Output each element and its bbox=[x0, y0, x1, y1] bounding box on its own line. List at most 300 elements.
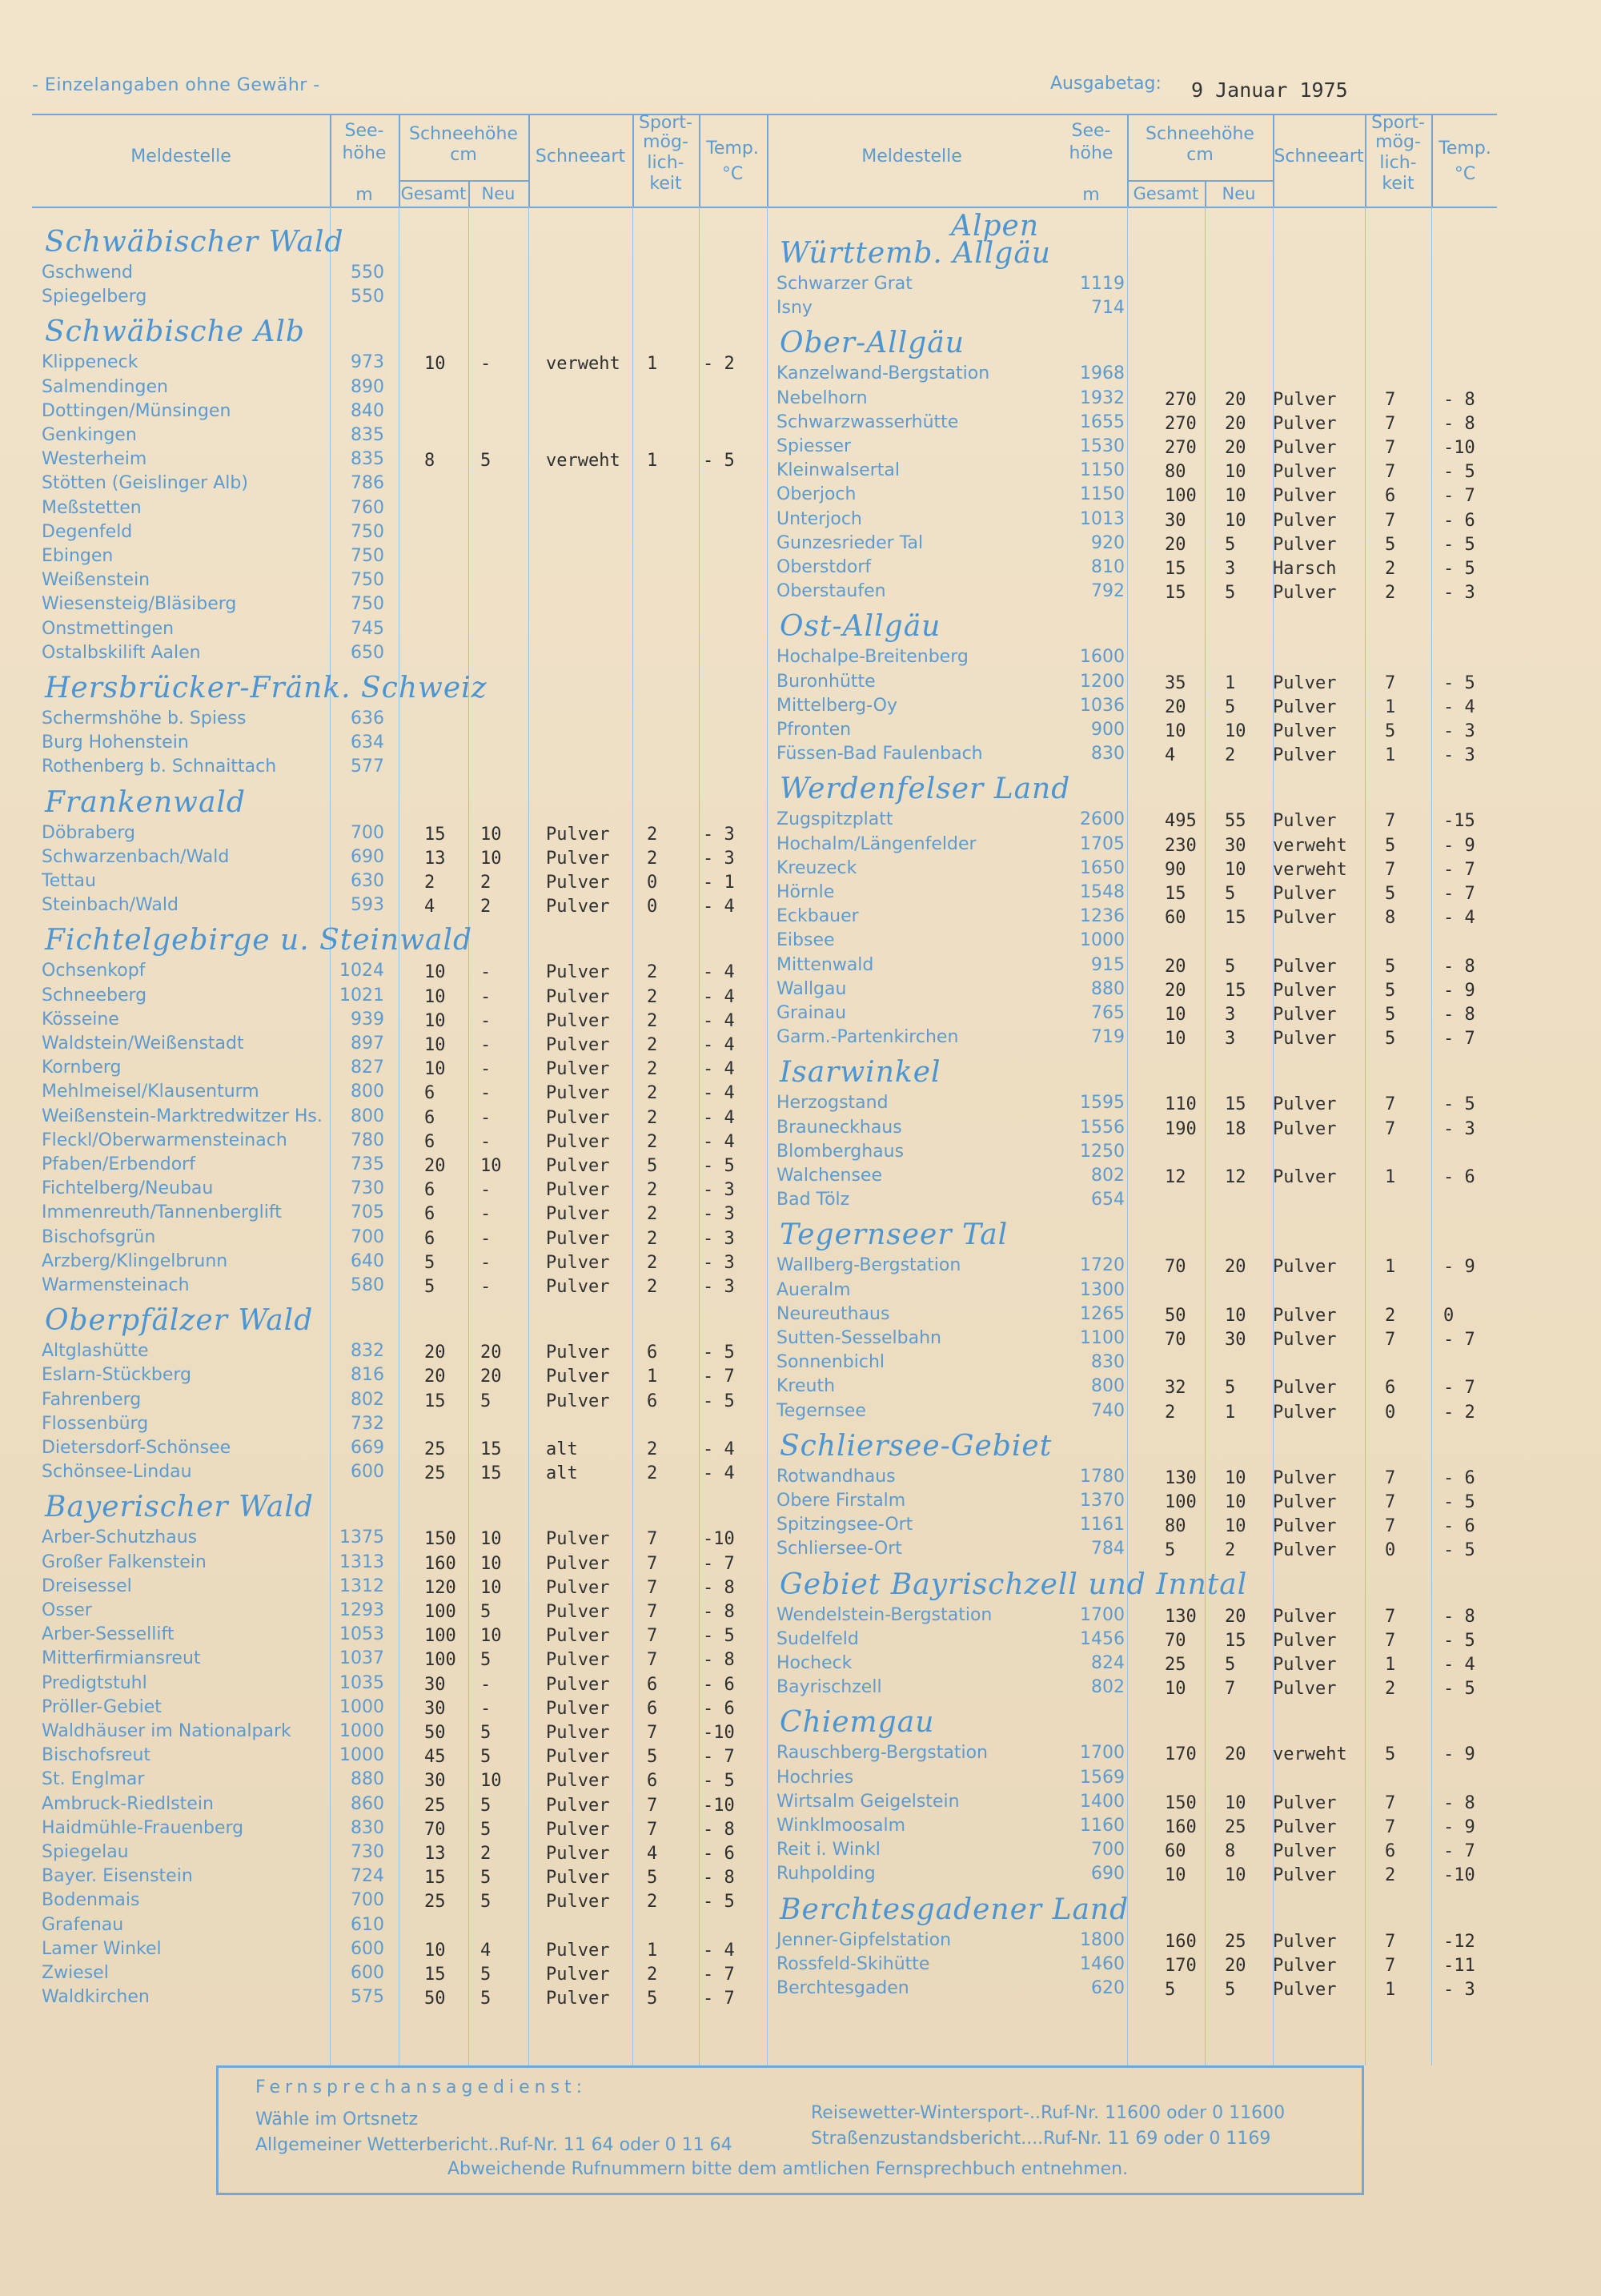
snow-type: Pulver bbox=[546, 1131, 610, 1152]
station-altitude: 750 bbox=[351, 546, 384, 566]
right-station-row bbox=[0, 1467, 1601, 1491]
station-altitude: 900 bbox=[1091, 720, 1125, 740]
station-altitude: 654 bbox=[1091, 1190, 1125, 1210]
right-station-row bbox=[0, 298, 1601, 322]
snow-total: 25 bbox=[424, 1463, 446, 1484]
snow-total: 10 bbox=[1165, 1029, 1186, 1050]
snow-total: 10 bbox=[1165, 721, 1186, 741]
snow-total: 150 bbox=[1165, 1792, 1197, 1813]
snow-new: 5 bbox=[1225, 956, 1236, 977]
station-altitude: 636 bbox=[351, 708, 384, 729]
sport-rating: 2 bbox=[647, 1277, 658, 1297]
snow-type: Pulver bbox=[1273, 438, 1337, 458]
station-name: Bad Tölz bbox=[776, 1190, 850, 1210]
snow-total: 15 bbox=[1165, 559, 1186, 579]
station-name: Haidmühle-Frauenberg bbox=[42, 1817, 244, 1838]
station-name: Hocheck bbox=[776, 1653, 853, 1673]
sport-rating: 7 bbox=[1385, 811, 1396, 832]
temperature: - 4 bbox=[703, 1131, 735, 1152]
sport-rating: 5 bbox=[1385, 884, 1396, 904]
snow-type: Pulver bbox=[546, 1343, 610, 1363]
sport-rating: 2 bbox=[647, 1463, 658, 1484]
station-altitude: 1000 bbox=[1080, 930, 1125, 951]
snow-new: 5 bbox=[1225, 884, 1236, 904]
snow-type: Pulver bbox=[1273, 1167, 1337, 1187]
header-temp: Temp. bbox=[1438, 138, 1491, 159]
sport-rating: 7 bbox=[1385, 1792, 1396, 1813]
sport-rating: 5 bbox=[647, 1156, 658, 1176]
snow-new: 10 bbox=[1225, 1467, 1246, 1488]
snow-type: Pulver bbox=[1273, 1841, 1337, 1862]
temperature: - 9 bbox=[1443, 1257, 1475, 1278]
station-altitude: 1160 bbox=[1080, 1816, 1125, 1836]
sport-rating: 1 bbox=[647, 354, 658, 375]
snow-total: 20 bbox=[424, 1367, 446, 1387]
station-name: Döbraberg bbox=[42, 822, 136, 843]
snow-type: Pulver bbox=[546, 1844, 610, 1864]
snow-total: 160 bbox=[1165, 1817, 1197, 1837]
station-altitude: 800 bbox=[1091, 1376, 1125, 1397]
station-name: Rotwandhaus bbox=[776, 1466, 896, 1487]
station-altitude: 816 bbox=[351, 1365, 384, 1386]
sport-rating: 6 bbox=[1385, 1841, 1396, 1862]
temperature: - 8 bbox=[703, 1650, 735, 1671]
temperature: - 8 bbox=[1443, 389, 1475, 410]
snow-new: - bbox=[480, 354, 492, 375]
sport-rating: 6 bbox=[647, 1771, 658, 1792]
temperature: - 3 bbox=[1443, 1980, 1475, 2000]
disclaimer-note: - Einzelangaben ohne Gewähr - bbox=[32, 75, 320, 95]
station-altitude: 880 bbox=[351, 1769, 384, 1790]
snow-new: 10 bbox=[1225, 510, 1246, 531]
snow-total: 70 bbox=[1165, 1257, 1186, 1278]
station-altitude: 1053 bbox=[339, 1624, 384, 1645]
snow-new: 5 bbox=[480, 1795, 492, 1816]
snow-total: 190 bbox=[1165, 1118, 1197, 1139]
station-altitude: 730 bbox=[351, 1842, 384, 1862]
snow-new: 8 bbox=[1225, 1841, 1236, 1862]
station-name: Spiegelberg bbox=[42, 287, 147, 307]
snow-type: Pulver bbox=[1273, 1540, 1337, 1561]
snow-total: 10 bbox=[424, 1940, 446, 1961]
snow-new: 5 bbox=[1225, 696, 1236, 717]
snow-new: - bbox=[480, 1180, 492, 1201]
snow-new: 10 bbox=[480, 1529, 502, 1550]
snow-type: Pulver bbox=[1273, 1005, 1337, 1025]
temperature: - 8 bbox=[703, 1868, 735, 1889]
snow-total: 15 bbox=[1165, 583, 1186, 604]
right-station-row bbox=[0, 1142, 1601, 1166]
snow-total: 100 bbox=[1165, 1492, 1197, 1512]
snow-new: 5 bbox=[1225, 1980, 1236, 2000]
snow-new: 10 bbox=[480, 1577, 502, 1598]
snow-total: 5 bbox=[1165, 1540, 1176, 1561]
right-station-row bbox=[0, 1166, 1601, 1190]
snow-new: - bbox=[480, 1204, 492, 1225]
snow-new: 15 bbox=[1225, 908, 1246, 929]
right-station-row bbox=[0, 1401, 1601, 1425]
snow-type: Pulver bbox=[1273, 1305, 1337, 1326]
snow-type: Pulver bbox=[546, 1892, 610, 1913]
snow-new: 5 bbox=[1225, 583, 1236, 604]
station-altitude: 800 bbox=[351, 1082, 384, 1102]
snow-new: - bbox=[480, 1035, 492, 1055]
station-name: Hochalpe-Breitenberg bbox=[776, 647, 969, 668]
snow-type: Pulver bbox=[1273, 1378, 1337, 1399]
snow-new: 2 bbox=[1225, 745, 1236, 766]
sport-rating: 7 bbox=[647, 1626, 658, 1647]
snow-new: - bbox=[480, 1107, 492, 1128]
temperature: - 8 bbox=[703, 1819, 735, 1840]
right-station-row bbox=[0, 1539, 1601, 1563]
station-name: Fahrenberg bbox=[42, 1389, 142, 1410]
sport-rating: 7 bbox=[647, 1795, 658, 1816]
right-section-title: Württemb. Allgäu bbox=[780, 237, 1051, 270]
right-station-row bbox=[0, 858, 1601, 882]
sport-rating: 7 bbox=[647, 1819, 658, 1840]
right-station-row bbox=[0, 834, 1601, 858]
right-station-row bbox=[0, 1515, 1601, 1539]
snow-new: 5 bbox=[480, 1965, 492, 1985]
temperature: - 5 bbox=[1443, 534, 1475, 555]
station-altitude: 1250 bbox=[1080, 1141, 1125, 1162]
temperature: - 4 bbox=[703, 1010, 735, 1031]
snow-type: Pulver bbox=[1273, 1980, 1337, 2000]
right-station-row bbox=[0, 1352, 1601, 1376]
right-station-row bbox=[0, 1328, 1601, 1352]
left-section-title: Hersbrücker-Fränk. Schweiz bbox=[45, 672, 488, 704]
temperature: - 2 bbox=[1443, 1402, 1475, 1423]
snow-type: Pulver bbox=[546, 1771, 610, 1792]
station-name: Pfaben/Erbendorf bbox=[42, 1154, 195, 1174]
station-altitude: 1161 bbox=[1080, 1515, 1125, 1535]
snow-type: Pulver bbox=[546, 1035, 610, 1055]
station-altitude: 550 bbox=[351, 287, 384, 307]
snow-total: 15 bbox=[1165, 884, 1186, 904]
snow-new: 18 bbox=[1225, 1118, 1246, 1139]
station-name: Rauschberg-Bergstation bbox=[776, 1743, 988, 1764]
header-sport: lich- bbox=[1379, 153, 1417, 173]
station-name: Zwiesel bbox=[42, 1963, 109, 1983]
sport-rating: 0 bbox=[647, 897, 658, 917]
temperature: - 3 bbox=[1443, 721, 1475, 741]
station-name: Flossenbürg bbox=[42, 1413, 149, 1434]
snow-type: Pulver bbox=[1273, 462, 1337, 483]
right-station-row bbox=[0, 484, 1601, 508]
station-name: Schneeberg bbox=[42, 985, 147, 1006]
sport-rating: 2 bbox=[647, 1035, 658, 1055]
station-name: Bodenmais bbox=[42, 1890, 140, 1911]
sport-rating: 5 bbox=[647, 1989, 658, 2009]
temperature: - 5 bbox=[1443, 1679, 1475, 1700]
station-name: Eibsee bbox=[776, 930, 835, 951]
station-altitude: 800 bbox=[351, 1106, 384, 1126]
sport-rating: 5 bbox=[647, 1868, 658, 1889]
station-altitude: 939 bbox=[351, 1009, 384, 1030]
temperature: - 8 bbox=[703, 1602, 735, 1622]
right-station-row bbox=[0, 979, 1601, 1003]
snow-type: Pulver bbox=[546, 1391, 610, 1411]
snow-total: 230 bbox=[1165, 835, 1197, 856]
footer-title: Fernsprechansagedienst: bbox=[255, 2077, 588, 2097]
snow-type: Pulver bbox=[546, 1367, 610, 1387]
snow-total: 90 bbox=[1165, 859, 1186, 880]
header-snow-total: Gesamt bbox=[400, 184, 467, 203]
snow-new: 10 bbox=[1225, 1865, 1246, 1886]
temperature: - 4 bbox=[703, 1439, 735, 1459]
snow-total: 10 bbox=[1165, 1005, 1186, 1025]
snow-type: Pulver bbox=[546, 897, 610, 917]
station-altitude: 700 bbox=[351, 1226, 384, 1247]
snow-type: Pulver bbox=[1273, 811, 1337, 832]
sport-rating: 2 bbox=[1385, 1865, 1396, 1886]
snow-total: 15 bbox=[424, 1965, 446, 1985]
station-altitude: 1265 bbox=[1080, 1303, 1125, 1324]
sport-rating: 7 bbox=[1385, 389, 1396, 410]
snow-new: 10 bbox=[480, 824, 502, 845]
snow-new: 15 bbox=[480, 1439, 502, 1459]
station-altitude: 1035 bbox=[339, 1672, 384, 1693]
sport-rating: 7 bbox=[1385, 1630, 1396, 1651]
sport-rating: 2 bbox=[647, 962, 658, 983]
station-name: Wallberg-Bergstation bbox=[776, 1255, 961, 1276]
station-altitude: 750 bbox=[351, 594, 384, 615]
station-name: Klippeneck bbox=[42, 352, 138, 373]
station-altitude: 714 bbox=[1091, 298, 1125, 319]
left-section-title: Oberpfälzer Wald bbox=[45, 1304, 314, 1338]
right-station-row bbox=[0, 1304, 1601, 1328]
sport-rating: 2 bbox=[647, 986, 658, 1007]
station-name: Obere Firstalm bbox=[776, 1491, 906, 1511]
sport-rating: 7 bbox=[1385, 1492, 1396, 1512]
station-altitude: 1313 bbox=[339, 1551, 384, 1572]
snow-total: 110 bbox=[1165, 1094, 1197, 1115]
station-name: Aueralm bbox=[776, 1279, 851, 1300]
sport-rating: 6 bbox=[1385, 1378, 1396, 1399]
snow-type: Pulver bbox=[546, 1107, 610, 1128]
snow-new: 55 bbox=[1225, 811, 1246, 832]
snow-new: - bbox=[480, 1059, 492, 1080]
station-altitude: 750 bbox=[351, 570, 384, 591]
station-altitude: 830 bbox=[1091, 744, 1125, 765]
sport-rating: 2 bbox=[647, 1083, 658, 1104]
sport-rating: 2 bbox=[647, 1204, 658, 1225]
temperature: -11 bbox=[1443, 1955, 1475, 1976]
header-temp: Temp. bbox=[706, 138, 759, 159]
station-altitude: 700 bbox=[351, 822, 384, 843]
temperature: - 7 bbox=[1443, 1029, 1475, 1050]
sport-rating: 7 bbox=[1385, 859, 1396, 880]
snow-total: 25 bbox=[424, 1795, 446, 1816]
station-name: Warmensteinach bbox=[42, 1275, 190, 1295]
snow-type: Pulver bbox=[1273, 956, 1337, 977]
snow-total: 80 bbox=[1165, 462, 1186, 483]
temperature: - 6 bbox=[703, 1698, 735, 1719]
right-station-row bbox=[0, 1768, 1601, 1792]
station-name: Zugspitzplatt bbox=[776, 809, 893, 830]
station-name: Mitterfirmiansreut bbox=[42, 1648, 201, 1669]
station-name: Grafenau bbox=[42, 1914, 124, 1935]
temperature: - 6 bbox=[703, 1844, 735, 1864]
snow-total: 6 bbox=[424, 1083, 435, 1104]
station-altitude: 550 bbox=[351, 263, 384, 283]
temperature: -10 bbox=[703, 1723, 735, 1743]
sport-rating: 2 bbox=[1385, 559, 1396, 579]
snow-type: Pulver bbox=[546, 873, 610, 893]
station-altitude: 1200 bbox=[1080, 671, 1125, 692]
snow-total: 13 bbox=[424, 1844, 446, 1864]
snow-type: Pulver bbox=[1273, 413, 1337, 434]
right-station-row bbox=[0, 557, 1601, 581]
snow-type: Pulver bbox=[546, 824, 610, 845]
station-altitude: 1720 bbox=[1080, 1255, 1125, 1276]
header-snow-new: Neu bbox=[481, 184, 516, 203]
temperature: - 7 bbox=[1443, 1378, 1475, 1399]
snow-total: 150 bbox=[424, 1529, 456, 1550]
right-station-row bbox=[0, 906, 1601, 930]
station-altitude: 600 bbox=[351, 1963, 384, 1983]
snow-new: 1 bbox=[1225, 1402, 1236, 1423]
station-name: Schwarzer Grat bbox=[776, 274, 913, 294]
right-station-row bbox=[0, 509, 1601, 533]
right-station-row bbox=[0, 1792, 1601, 1816]
header-snow-type: Schneeart bbox=[535, 147, 626, 167]
station-name: Degenfeld bbox=[42, 521, 133, 542]
snow-new: 5 bbox=[1225, 534, 1236, 555]
snow-total: 13 bbox=[424, 848, 446, 869]
sport-rating: 7 bbox=[1385, 1118, 1396, 1139]
right-station-row bbox=[0, 1864, 1601, 1888]
snow-total: 270 bbox=[1165, 438, 1197, 458]
sport-rating: 6 bbox=[647, 1343, 658, 1363]
snow-new: 10 bbox=[1225, 1492, 1246, 1512]
temperature: - 8 bbox=[703, 1577, 735, 1598]
snow-type: Pulver bbox=[546, 1252, 610, 1273]
station-name: Arzberg/Klingelbrunn bbox=[42, 1250, 228, 1271]
station-altitude: 1780 bbox=[1080, 1466, 1125, 1487]
header-altitude-unit: m bbox=[1082, 185, 1100, 205]
station-name: Oberjoch bbox=[776, 484, 857, 505]
snow-total: 5 bbox=[424, 1277, 435, 1297]
station-name: Ostalbskilift Aalen bbox=[42, 642, 201, 663]
sport-rating: 7 bbox=[1385, 462, 1396, 483]
station-altitude: 784 bbox=[1091, 1539, 1125, 1559]
sport-rating: 7 bbox=[1385, 1330, 1396, 1350]
station-altitude: 700 bbox=[351, 1890, 384, 1911]
station-altitude: 745 bbox=[351, 618, 384, 639]
sport-rating: 5 bbox=[1385, 1029, 1396, 1050]
snow-type: Pulver bbox=[1273, 534, 1337, 555]
station-name: Eckbauer bbox=[776, 906, 859, 927]
snow-type: verweht bbox=[1273, 835, 1347, 856]
snow-total: 70 bbox=[1165, 1330, 1186, 1350]
temperature: - 6 bbox=[1443, 1516, 1475, 1537]
header-bottom-rule bbox=[32, 207, 1497, 208]
snow-total: 160 bbox=[424, 1553, 456, 1574]
station-altitude: 827 bbox=[351, 1058, 384, 1078]
right-station-row bbox=[0, 1840, 1601, 1864]
sport-rating: 7 bbox=[1385, 672, 1396, 693]
station-name: Buronhütte bbox=[776, 671, 876, 692]
snow-total: 50 bbox=[424, 1723, 446, 1743]
station-name: Genkingen bbox=[42, 425, 137, 445]
right-station-row bbox=[0, 1954, 1601, 1978]
right-station-row bbox=[0, 388, 1601, 412]
sport-rating: 2 bbox=[647, 824, 658, 845]
station-altitude: 830 bbox=[1091, 1352, 1125, 1373]
snow-type: Pulver bbox=[546, 1059, 610, 1080]
station-name: Wirtsalm Geigelstein bbox=[776, 1791, 960, 1812]
station-name: Kreuzeck bbox=[776, 857, 857, 878]
temperature: - 7 bbox=[703, 1367, 735, 1387]
footer-line-local: Wähle im Ortsnetz bbox=[255, 2109, 419, 2129]
temperature: - 5 bbox=[703, 1771, 735, 1792]
snow-total: 60 bbox=[1165, 908, 1186, 929]
sport-rating: 0 bbox=[1385, 1540, 1396, 1561]
station-altitude: 860 bbox=[351, 1793, 384, 1814]
snow-type: Pulver bbox=[546, 1626, 610, 1647]
station-altitude: 1460 bbox=[1080, 1953, 1125, 1974]
right-station-row bbox=[0, 672, 1601, 696]
temperature: - 5 bbox=[703, 1892, 735, 1913]
snow-new: 25 bbox=[1225, 1931, 1246, 1952]
sport-rating: 2 bbox=[647, 1010, 658, 1031]
station-altitude: 792 bbox=[1091, 581, 1125, 602]
snow-type: Pulver bbox=[1273, 908, 1337, 929]
temperature: - 5 bbox=[703, 1626, 735, 1647]
snow-new: 20 bbox=[1225, 438, 1246, 458]
station-altitude: 1100 bbox=[1080, 1328, 1125, 1348]
snow-type: Pulver bbox=[1273, 1330, 1337, 1350]
snow-type: Pulver bbox=[1273, 583, 1337, 604]
snow-new: 7 bbox=[1225, 1679, 1236, 1700]
right-station-row bbox=[0, 363, 1601, 387]
station-name: Oberstdorf bbox=[776, 557, 872, 577]
station-name: Bischofsreut bbox=[42, 1745, 151, 1766]
station-name: Schwarzwasserhütte bbox=[776, 411, 959, 432]
snow-total: 15 bbox=[424, 1868, 446, 1889]
header-divider bbox=[699, 114, 700, 207]
header-station: Meldestelle bbox=[861, 147, 962, 167]
temperature: - 3 bbox=[703, 848, 735, 869]
station-altitude: 580 bbox=[351, 1275, 384, 1295]
station-altitude: 1650 bbox=[1080, 857, 1125, 878]
station-altitude: 830 bbox=[351, 1817, 384, 1838]
station-altitude: 880 bbox=[1091, 978, 1125, 999]
station-altitude: 1530 bbox=[1080, 436, 1125, 456]
station-name: Kornberg bbox=[42, 1058, 122, 1078]
station-altitude: 620 bbox=[1091, 1978, 1125, 1998]
station-name: Füssen-Bad Faulenbach bbox=[776, 744, 983, 765]
temperature: - 5 bbox=[1443, 1492, 1475, 1512]
snow-total: 10 bbox=[424, 1010, 446, 1031]
station-altitude: 634 bbox=[351, 733, 384, 753]
header-sport: Sport- bbox=[639, 113, 692, 133]
station-altitude: 897 bbox=[351, 1034, 384, 1054]
snow-total: 20 bbox=[424, 1156, 446, 1176]
station-altitude: 802 bbox=[351, 1389, 384, 1410]
snow-type: Pulver bbox=[546, 1180, 610, 1201]
footer-line-weather: Allgemeiner Wetterbericht..Ruf-Nr. 11 64 oder 0 11 64 bbox=[255, 2135, 732, 2155]
station-altitude: 1000 bbox=[339, 1721, 384, 1741]
snow-new: 3 bbox=[1225, 1029, 1236, 1050]
station-altitude: 740 bbox=[1091, 1400, 1125, 1421]
temperature: - 9 bbox=[1443, 1817, 1475, 1837]
temperature: - 1 bbox=[703, 873, 735, 893]
right-station-row bbox=[0, 1118, 1601, 1142]
station-name: Grainau bbox=[776, 1003, 847, 1023]
station-name: Bischofsgrün bbox=[42, 1226, 156, 1247]
